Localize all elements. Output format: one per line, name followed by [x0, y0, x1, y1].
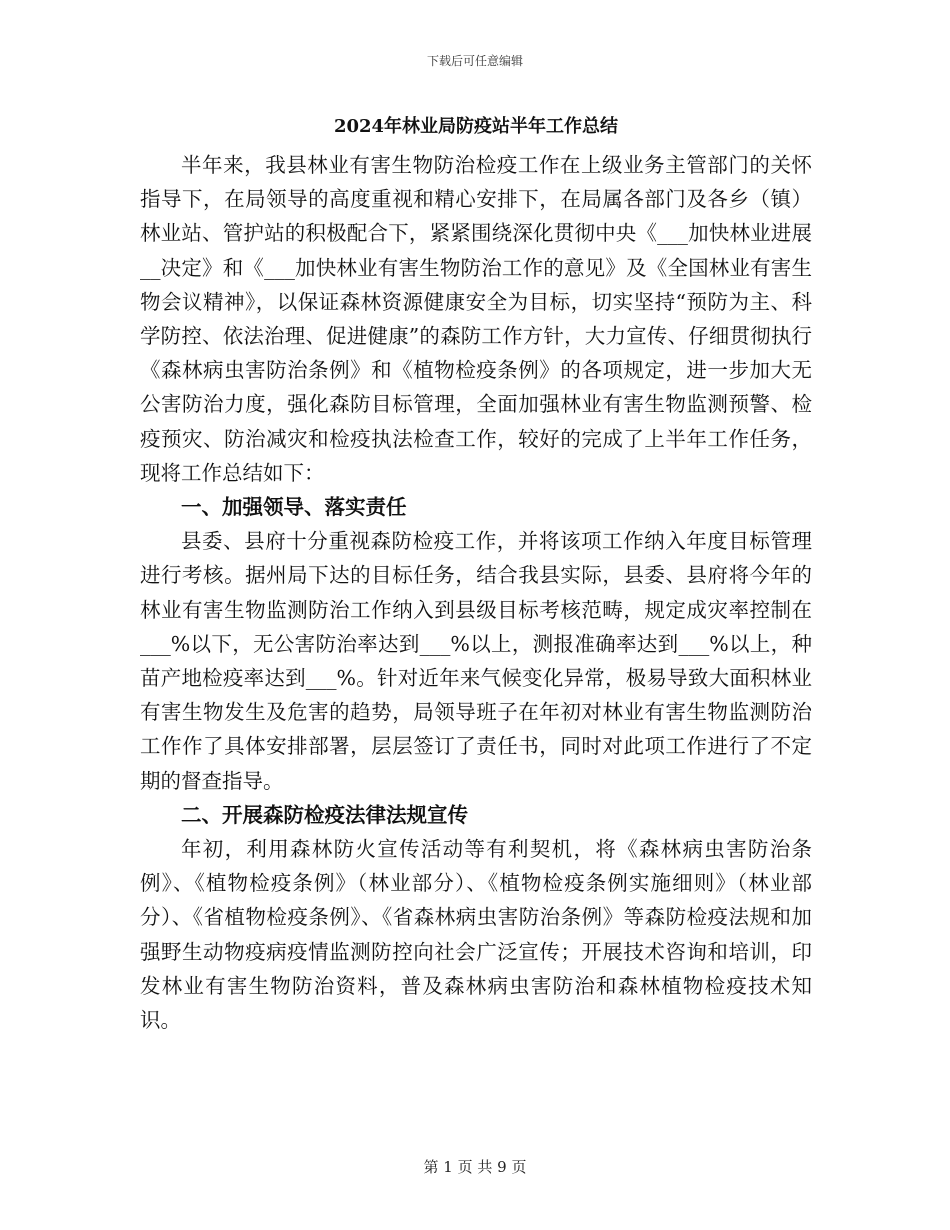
document-body	[140, 112, 812, 1037]
document-title: 2024年林业局防疫站半年工作总结	[333, 116, 619, 137]
intro-paragraph: 半年来，我县林业有害生物防治检疫工作在上级业务主管部门的关怀指导下，在局领导的高度重视和精心安排下，在局属各部门及各乡（镇）林业站、管护站的积极配合下，紧紧围绕深化贯彻中央《___加快林业进展__决定》和《___加快林业有害生物防治工作的意见》及《全国林业有害生物会议精神》，以保证森林资源健康安全为目标，切实坚持“预防为主、科学防控、依法治理、促进健康”的森防工作方针，大力宣传、仔细贯彻执行《森林病虫害防治条例》和《植物检疫条例》的各项规定，进一步加大无公害防治力度，强化森防目标管理，全面加强林业有害生物监测预警、检疫预灾、防治减灾和检疫执法检查工作，较好的完成了上半年工作任务，现将工作总结如下：	[140, 153, 812, 485]
section-paragraph-1: 县委、县府十分重视森防检疫工作，并将该项工作纳入年度目标管理进行考核。据州局下达的目标任务，结合我县实际，县委、县府将今年的林业有害生物监测防治工作纳入到县级目标考核范畴，规定成灾率控制在___%以下，无公害防治率达到___%以上，测报准确率达到___%以上，种苗产地检疫率达到___%。针对近年来气候变化异常，极易导致大面积林业有害生物发生及危害的趋势，局领导班子在年初对林业有害生物监测防治工作作了具体安排部署，层层签订了责任书，同时对此项工作进行了不定期的督查指导。	[140, 529, 812, 793]
section-paragraph-2: 年初，利用森林防火宣传活动等有利契机，将《森林病虫害防治条例》、《植物检疫条例》（林业部分）、《植物检疫条例实施细则》（林业部分）、《省植物检疫条例》、《省森林病虫害防治条例》等森防检疫法规和加强野生动物疫病疫情监测防控向社会广泛宣传；开展技术咨询和培训，印发林业有害生物防治资料，普及森林病虫害防治和森林植物检疫技术知识。	[140, 837, 812, 1033]
header-note: 下载后可任意编辑	[426, 54, 523, 68]
page-number: 第 1 页 共 9 页	[423, 1158, 527, 1176]
section-heading-2: 二、开展森防检疫法律法规宣传	[181, 802, 468, 827]
section-heading-1: 一、加强领导、落实责任	[181, 495, 407, 520]
